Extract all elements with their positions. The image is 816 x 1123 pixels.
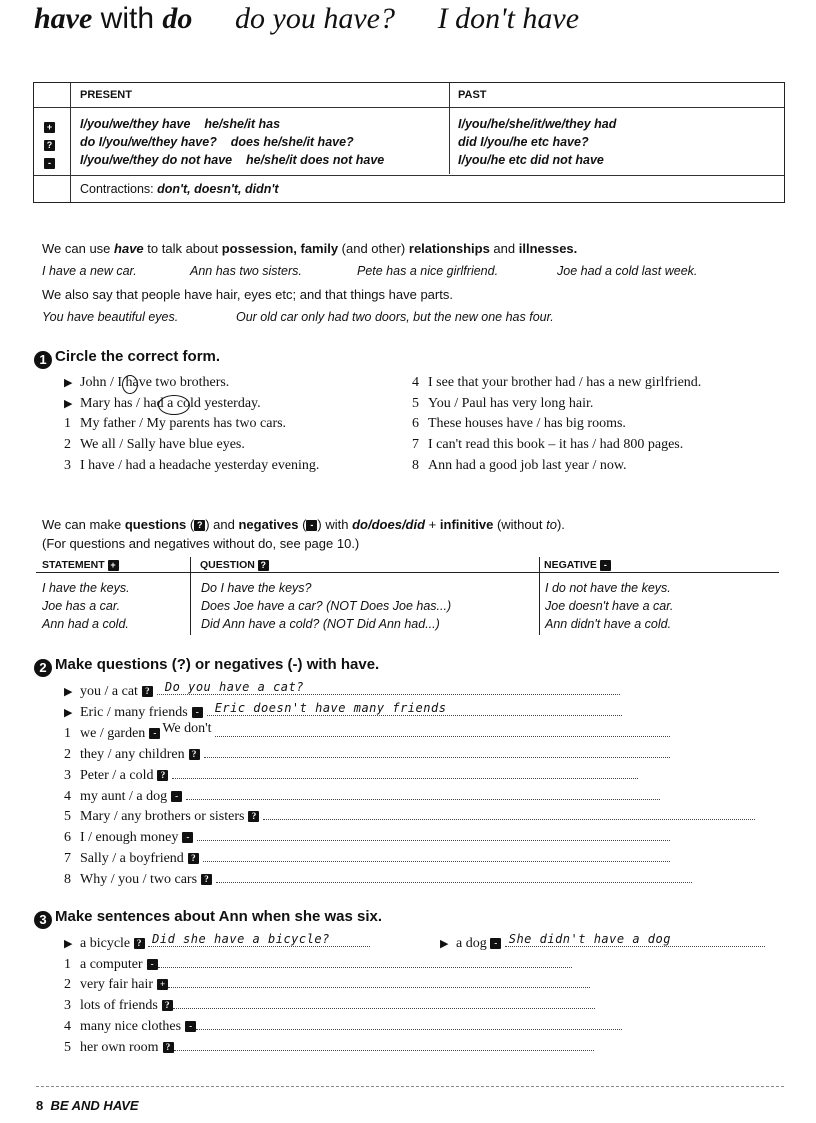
answer-line[interactable] bbox=[186, 788, 660, 800]
explanation-example3: Pete has a nice girlfriend. bbox=[357, 264, 499, 278]
exercise2-item: 1 we / garden - We don't bbox=[64, 725, 670, 742]
statement-cell: Joe has a car. bbox=[42, 599, 121, 613]
exercise2-item: 6 I / enough money - bbox=[64, 829, 670, 846]
exercise2-item: ▶ Eric / many friends - Eric doesn't have many friends bbox=[64, 704, 622, 721]
exercise2-item: ▶ you / a cat ? Do you have a cat? bbox=[64, 683, 620, 700]
answer-line[interactable] bbox=[172, 767, 638, 779]
question-icon: ? bbox=[162, 1000, 173, 1011]
statement-cell: I have the keys. bbox=[42, 581, 130, 595]
exercise1-item: 1 My father / My parents has two cars. bbox=[64, 416, 287, 431]
minus-icon: - bbox=[171, 791, 182, 802]
answer-line[interactable] bbox=[197, 829, 670, 841]
explanation-line1: We can use have to talk about possession, family (and other) relationships and illnesses. bbox=[42, 241, 578, 256]
question-icon: ? bbox=[201, 874, 212, 885]
negative-cell: I do not have the keys. bbox=[545, 581, 671, 595]
exercise3-item: 4 many nice clothes - bbox=[64, 1018, 622, 1035]
statement-header: STATEMENT + bbox=[42, 559, 119, 571]
contractions: Contractions: don't, doesn't, didn't bbox=[80, 182, 279, 196]
explanation-example1: I have a new car. bbox=[42, 264, 137, 278]
answer-line[interactable] bbox=[196, 1018, 622, 1030]
exercise1-item: 6 These houses have / has big rooms. bbox=[412, 416, 626, 431]
present-positive: I/you/we/they have he/she/it has bbox=[80, 117, 281, 131]
grammar-table bbox=[33, 82, 785, 203]
exercise1-item: 8 Ann had a good job last year / now. bbox=[412, 458, 627, 473]
exercise2-item: 7 Sally / a boyfriend ? bbox=[64, 850, 670, 867]
exercise3-item: 1 a computer - bbox=[64, 956, 572, 973]
explanation-line2: We also say that people have hair, eyes etc; and that things have parts. bbox=[42, 287, 453, 302]
explanation-example6: Our old car only had two doors, but the new one has four. bbox=[236, 310, 554, 324]
exercise2-heading: 2 Make questions (?) or negatives (-) with have. bbox=[34, 656, 379, 677]
circle-mark bbox=[158, 395, 190, 415]
past-question: did I/you/he etc have? bbox=[458, 135, 589, 149]
minus-icon: - bbox=[44, 158, 55, 169]
questions-note-line1: We can make questions ( ? ) and negatives ( - ) with do/does/did + infinitive (without to). bbox=[42, 517, 565, 532]
exercise2-item: 8 Why / you / two cars ? bbox=[64, 871, 692, 888]
answer-line[interactable] bbox=[216, 871, 692, 883]
minus-icon: - bbox=[185, 1021, 196, 1032]
explanation-example5: You have beautiful eyes. bbox=[42, 310, 179, 324]
question-header: QUESTION ? bbox=[200, 559, 269, 571]
exercise1-item: ▶ Mary has / had a cold yesterday. bbox=[64, 396, 261, 411]
answer-line[interactable] bbox=[263, 808, 755, 820]
exercise1-item: 2 We all / Sally have blue eyes. bbox=[64, 437, 245, 452]
answer-line[interactable]: Eric doesn't have many friends bbox=[207, 704, 622, 716]
exercise2-item: 3 Peter / a cold ? bbox=[64, 767, 638, 784]
exercise1-item: ▶ John / I have two brothers. bbox=[64, 375, 230, 390]
answer-line[interactable]: Do you have a cat? bbox=[157, 683, 620, 695]
explanation-example2: Ann has two sisters. bbox=[190, 264, 302, 278]
question-cell: Did Ann have a cold? (NOT Did Ann had...) bbox=[201, 617, 440, 631]
answer-line[interactable] bbox=[158, 956, 572, 968]
exercise2-item: 4 my aunt / a dog - bbox=[64, 788, 660, 805]
present-negative: I/you/we/they do not have he/she/it does not have bbox=[80, 153, 385, 167]
exercise2-item: 2 they / any children ? bbox=[64, 746, 670, 763]
question-cell: Do I have the keys? bbox=[201, 581, 312, 595]
plus-icon: + bbox=[157, 979, 168, 990]
question-icon: ? bbox=[248, 811, 259, 822]
exercise1-item: 5 You / Paul has very long hair. bbox=[412, 396, 594, 411]
exercise3-example: ▶ a bicycle ? Did she have a bicycle? bbox=[64, 935, 370, 952]
answer-line[interactable]: We don't bbox=[164, 725, 670, 737]
exercise3-heading: 3 Make sentences about Ann when she was six. bbox=[34, 908, 382, 929]
minus-icon: - bbox=[192, 707, 203, 718]
past-positive: I/you/he/she/it/we/they had bbox=[458, 117, 617, 131]
exercise2-item: 5 Mary / any brothers or sisters ? bbox=[64, 808, 755, 825]
minus-icon: - bbox=[182, 832, 193, 843]
answer-line[interactable] bbox=[173, 997, 595, 1009]
present-header: PRESENT bbox=[80, 89, 132, 101]
page-title: have with do do you have? I don't have bbox=[34, 2, 580, 35]
minus-icon: - bbox=[147, 959, 158, 970]
answer-line[interactable] bbox=[204, 746, 670, 758]
question-icon: ? bbox=[188, 853, 199, 864]
negative-header: NEGATIVE - bbox=[544, 559, 611, 571]
question-icon: ? bbox=[163, 1042, 174, 1053]
answer-line[interactable] bbox=[203, 850, 670, 862]
exercise1-heading: 1 Circle the correct form. bbox=[34, 348, 220, 369]
exercise1-item: 4 I see that your brother had / has a new girlfriend. bbox=[412, 375, 702, 390]
circle-mark bbox=[122, 375, 138, 394]
past-header: PAST bbox=[458, 89, 487, 101]
footer-divider bbox=[36, 1086, 784, 1087]
explanation-example4: Joe had a cold last week. bbox=[557, 264, 698, 278]
negative-cell: Joe doesn't have a car. bbox=[545, 599, 674, 613]
minus-icon: - bbox=[149, 728, 160, 739]
exercise3-example: ▶ a dog - She didn't have a dog bbox=[440, 935, 765, 952]
exercise3-item: 3 lots of friends ? bbox=[64, 997, 595, 1014]
answer-line[interactable] bbox=[168, 976, 590, 988]
past-negative: I/you/he etc did not have bbox=[458, 153, 604, 167]
negative-cell: Ann didn't have a cold. bbox=[545, 617, 672, 631]
present-question: do I/you/we/they have? does he/she/it have? bbox=[80, 135, 354, 149]
answer-line[interactable] bbox=[174, 1039, 594, 1051]
exercise3-item: 2 very fair hair + bbox=[64, 976, 590, 993]
question-icon: ? bbox=[44, 140, 55, 151]
question-cell: Does Joe have a car? (NOT Does Joe has...) bbox=[201, 599, 452, 613]
minus-icon: - bbox=[306, 520, 317, 531]
footer: 8 BE AND HAVE bbox=[36, 1098, 139, 1113]
plus-icon: + bbox=[44, 122, 55, 133]
exercise3-item: 5 her own room ? bbox=[64, 1039, 594, 1056]
question-icon: ? bbox=[189, 749, 200, 760]
question-icon: ? bbox=[194, 520, 205, 531]
questions-note-line2: (For questions and negatives without do, see page 10.) bbox=[42, 536, 360, 551]
exercise1-item: 3 I have / had a headache yesterday evening. bbox=[64, 458, 320, 473]
question-icon: ? bbox=[157, 770, 168, 781]
statement-table bbox=[36, 557, 779, 635]
statement-cell: Ann had a cold. bbox=[42, 617, 129, 631]
question-icon: ? bbox=[142, 686, 153, 697]
exercise1-item: 7 I can't read this book – it has / had 800 pages. bbox=[412, 437, 684, 452]
